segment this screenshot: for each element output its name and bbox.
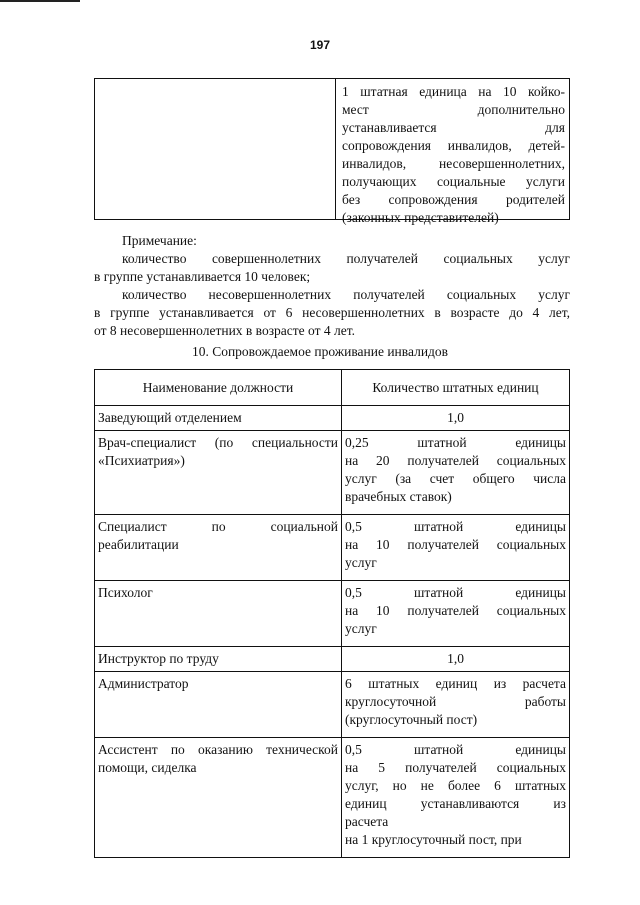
position-cell [95, 431, 342, 515]
position-line: Инструктор по труду [98, 651, 219, 666]
header-position: Наименование должности [95, 370, 342, 406]
count-line: услуг [345, 555, 377, 570]
table-row [95, 647, 570, 672]
position-cell [95, 515, 342, 581]
count-line: услуг (за счет общего числа [345, 471, 566, 486]
position-line: Заведующий отделением [98, 410, 242, 425]
count-line: на 1 круглосуточный пост, при [345, 832, 522, 847]
position-line: помощи, сиделка [98, 760, 197, 775]
top-rule [0, 0, 80, 2]
count-line: 1,0 [447, 651, 464, 666]
count-line: 0,5 штатной единицы [345, 585, 566, 600]
count-line: 6 штатных единиц из расчета [345, 676, 566, 691]
continued-cell-line: устанавливается для [342, 120, 565, 135]
count-line: на 10 получателей социальных [345, 603, 566, 618]
header-count: Количество штатных единиц [342, 370, 570, 406]
count-line: услуг [345, 621, 377, 636]
continued-cell-line: (законных представителей) [342, 210, 499, 225]
position-line: Врач-специалист (по специальности [98, 435, 338, 450]
count-line: 0,25 штатной единицы [345, 435, 566, 450]
count-line: на 20 получателей социальных [345, 453, 566, 468]
position-line: Администратор [98, 676, 189, 691]
count-line: (круглосуточный пост) [345, 712, 478, 727]
count-line: 0,5 штатной единицы [345, 742, 566, 757]
note-para1-line1: количество совершеннолетних получателей социальных услуг [122, 251, 570, 266]
position-cell [95, 406, 342, 431]
position-line: «Психиатрия») [98, 453, 185, 468]
count-line: услуг, но не более 6 штатных [345, 778, 566, 793]
continued-cell-line: инвалидов, несовершеннолетних, [342, 156, 565, 171]
table-row [95, 672, 570, 738]
count-cell [342, 581, 570, 647]
position-line: Специалист по социальной [98, 519, 338, 534]
continued-cell-line: без сопровождения родителей [342, 192, 565, 207]
count-line: на 10 получателей социальных [345, 537, 566, 552]
count-line: круглосуточной работы [345, 694, 566, 709]
table-row [95, 406, 570, 431]
note-para2-line2: в группе устанавливается от 6 несовершеннолетних в возрасте до 4 лет, [94, 305, 570, 320]
count-line: 1,0 [447, 410, 464, 425]
position-cell [95, 672, 342, 738]
count-line: врачебных ставок) [345, 489, 452, 504]
count-cell [342, 672, 570, 738]
count-cell [342, 738, 570, 858]
position-line: Психолог [98, 585, 153, 600]
staff-table [94, 369, 570, 858]
continued-cell-line: сопровождения инвалидов, детей- [342, 138, 565, 153]
note-para2-line1: количество несовершеннолетних получателей социальных услуг [122, 287, 570, 302]
table-row [95, 581, 570, 647]
table-row [95, 738, 570, 858]
continued-cell-line: получающих социальные услуги [342, 174, 565, 189]
page-number: 197 [309, 38, 331, 52]
note-para2-line3: от 8 несовершеннолетних в возрасте от 4 лет. [94, 323, 355, 338]
position-line: реабилитации [98, 537, 179, 552]
section-title: 10. Сопровождаемое проживание инвалидов [191, 344, 449, 359]
note-heading: Примечание: [122, 233, 197, 248]
count-line: единиц устанавливаются из [345, 796, 566, 811]
continued-cell-line: 1 штатная единица на 10 койко- [342, 84, 565, 99]
continued-cell-line: мест дополнительно [342, 102, 565, 117]
count-cell [342, 647, 570, 672]
table-header-row [95, 370, 570, 406]
position-line: Ассистент по оказанию технической [98, 742, 338, 757]
count-line: на 5 получателей социальных [345, 760, 566, 775]
note [94, 232, 570, 340]
table-row [95, 431, 570, 515]
continued-cell [342, 83, 565, 227]
continued-table [94, 78, 570, 225]
position-cell [95, 581, 342, 647]
count-cell [342, 431, 570, 515]
column-divider [335, 79, 336, 219]
count-cell [342, 406, 570, 431]
position-cell [95, 738, 342, 858]
note-para1-line2: в группе устанавливается 10 человек; [94, 269, 311, 284]
count-line: 0,5 штатной единицы [345, 519, 566, 534]
position-cell [95, 647, 342, 672]
count-line: расчета [345, 814, 389, 829]
count-cell [342, 515, 570, 581]
table-row [95, 515, 570, 581]
